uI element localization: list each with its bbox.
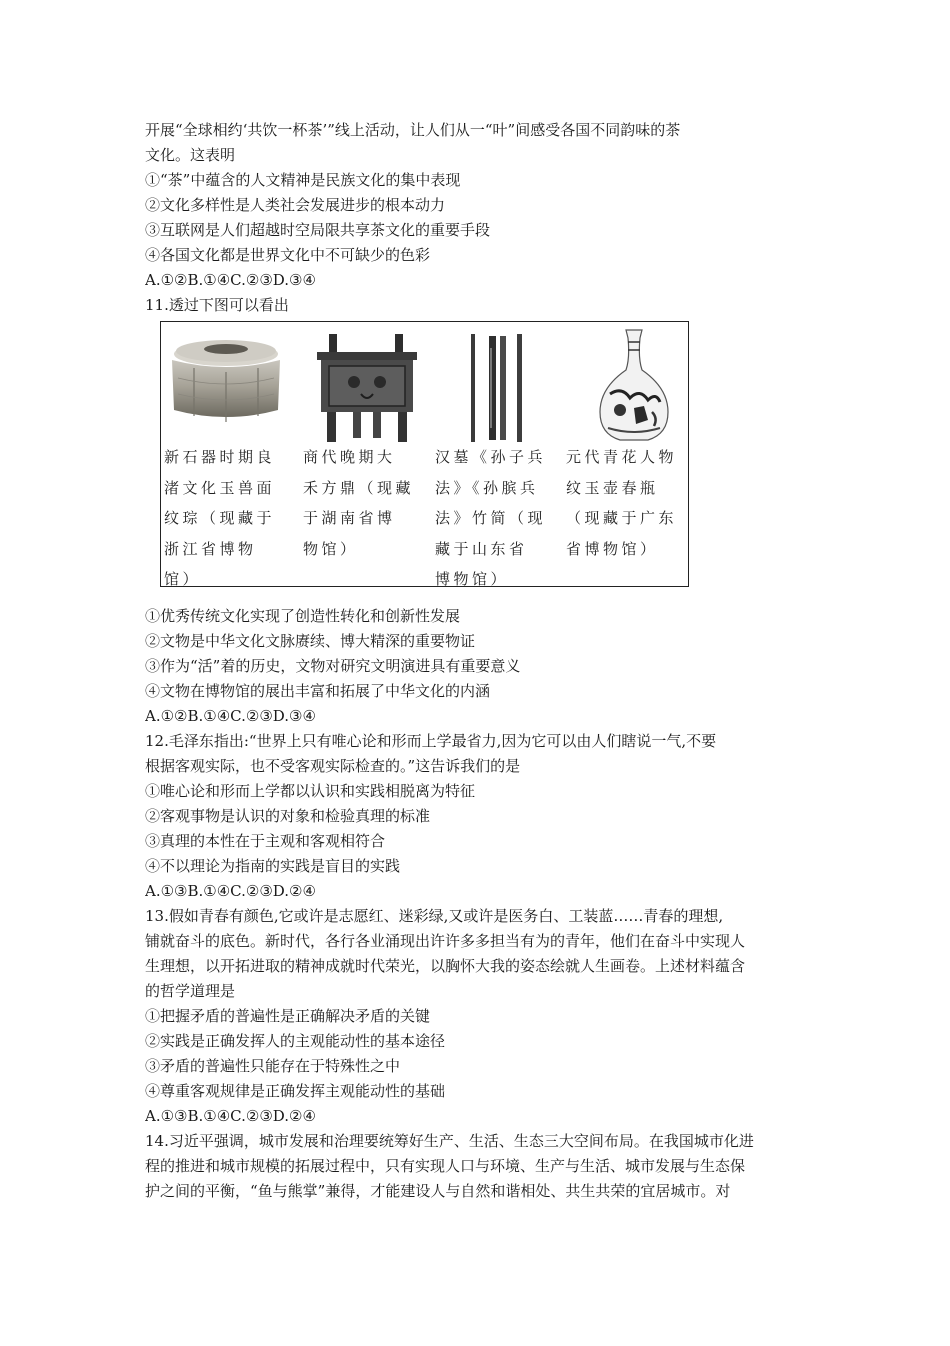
question-11 [145,293,810,729]
q12-stem-line: 12.毛泽东指出:“世界上只有唯心论和形而上学最省力,因为它可以由人们瞎说一气,不要 [145,732,717,750]
q13-choices: A.①③B.①④C.②③D.②④ [145,1107,316,1125]
caption-line: （现藏于广东 [566,509,678,527]
caption-line: 浙江省博物 [164,539,257,558]
q11-choices: A.①②B.①④C.②③D.③④ [145,707,316,725]
q14-stem-line: 程的推进和城市规模的拓展过程中，只有实现人口与环境、生产与生活、城市发展与生态保 [145,1157,746,1175]
q11-option-2: ②文物是中华文化文脉赓续、博大精深的重要物证 [145,632,476,650]
q10-option-3: ③互联网是人们超越时空局限共享茶文化的重要手段 [145,221,491,239]
caption-vase [566,442,677,564]
artifact-figure [160,321,689,587]
caption-line: 汉墓《孙子兵 [435,448,547,466]
q12-option-3: ③真理的本性在于主观和客观相符合 [145,832,386,850]
q14-stem-line: 护之间的平衡，“鱼与熊掌”兼得，才能建设人与自然和谐相处、共生共荣的宜居城市。对 [145,1182,731,1200]
q13-stem-line: 铺就奋斗的底色。新时代，各行各业涌现出许许多多担当有为的青年，他们在奋斗中实现人 [145,932,746,950]
caption-line: 纹玉壶春瓶 [566,478,659,497]
caption-line: 元代青花人物 [566,448,678,466]
question-13 [145,904,810,1129]
q10-option-4: ④各国文化都是世界文化中不可缺少的色彩 [145,246,431,264]
question-12 [145,729,810,904]
caption-line: 藏于山东省 [435,539,528,558]
caption-line: 禾方鼎（现藏 [303,478,415,497]
caption-line: 商代晚期大 [303,448,396,466]
question-14 [145,1129,810,1204]
bronze-ding-image [309,328,425,444]
q13-stem-line: 的哲学道理是 [145,982,236,1000]
q14-stem-line: 14.习近平强调，城市发展和治理要统筹好生产、生活、生态三大空间布局。在我国城市化进 [145,1132,754,1150]
q12-stem-line: 根据客观实际，也不受客观实际检查的。”这告诉我们的是 [145,757,521,775]
q11-option-3: ③作为“活”着的历史，文物对研究文明演进具有重要意义 [145,657,521,675]
caption-line: 法》《孙膑兵 [435,478,539,497]
q13-stem-line: 生理想，以开拓进取的精神成就时代荣光，以胸怀大我的姿态绘就人生画卷。上述材料蕴含 [145,957,746,975]
caption-line: 渚文化玉兽面 [164,478,276,497]
caption-jade-cong [164,442,275,595]
caption-line: 省博物馆） [566,539,659,558]
q13-option-2: ②实践是正确发挥人的主观能动性的基本途径 [145,1032,446,1050]
caption-line: 法》竹简（现 [435,509,547,527]
q11-stem: 11.透过下图可以看出 [145,296,289,314]
q12-option-2: ②客观事物是认识的对象和检验真理的标准 [145,807,431,825]
q10-intro-line: 文化。这表明 [145,146,236,164]
q10-intro-line: 开展“全球相约‘共饮一杯茶’”线上活动，让人们从一“叶”间感受各国不同韵味的茶 [145,121,681,139]
q10-option-2: ②文化多样性是人类社会发展进步的根本动力 [145,196,446,214]
q13-option-3: ③矛盾的普遍性只能存在于特殊性之中 [145,1057,401,1075]
caption-line: 纹琮（现藏于 [164,509,276,527]
caption-line: 新石器时期良 [164,448,276,466]
q13-stem-line: 13.假如青春有颜色,它或许是志愿红、迷彩绿,又或许是医务白、工装蓝……青春的理想, [145,907,724,925]
q13-option-1: ①把握矛盾的普遍性是正确解决矛盾的关键 [145,1007,431,1025]
q12-choices: A.①③B.①④C.②③D.②④ [145,882,316,900]
bamboo-slips-image [461,328,541,444]
caption-line: 博物馆） [435,570,510,588]
jade-cong-image [164,328,289,444]
q11-option-4: ④文物在博物馆的展出丰富和拓展了中华文化的内涵 [145,682,491,700]
q10-option-1: ①“茶”中蕴含的人文精神是民族文化的集中表现 [145,171,461,189]
caption-ding [303,442,414,564]
q10-choices: A.①②B.①④C.②③D.③④ [145,271,316,289]
q12-option-4: ④不以理论为指南的实践是盲目的实践 [145,857,401,875]
question-10 [145,118,810,293]
caption-bamboo-slips [435,442,546,595]
q11-option-1: ①优秀传统文化实现了创造性转化和创新性发展 [145,607,461,625]
caption-line: 于湖南省博 [303,509,396,527]
caption-line: 馆） [164,570,202,588]
q13-option-4: ④尊重客观规律是正确发挥主观能动性的基础 [145,1082,446,1100]
porcelain-vase-image [586,328,681,444]
exam-page [145,118,810,1204]
caption-line: 物馆） [303,539,359,558]
q12-option-1: ①唯心论和形而上学都以认识和实践相脱离为特征 [145,782,476,800]
